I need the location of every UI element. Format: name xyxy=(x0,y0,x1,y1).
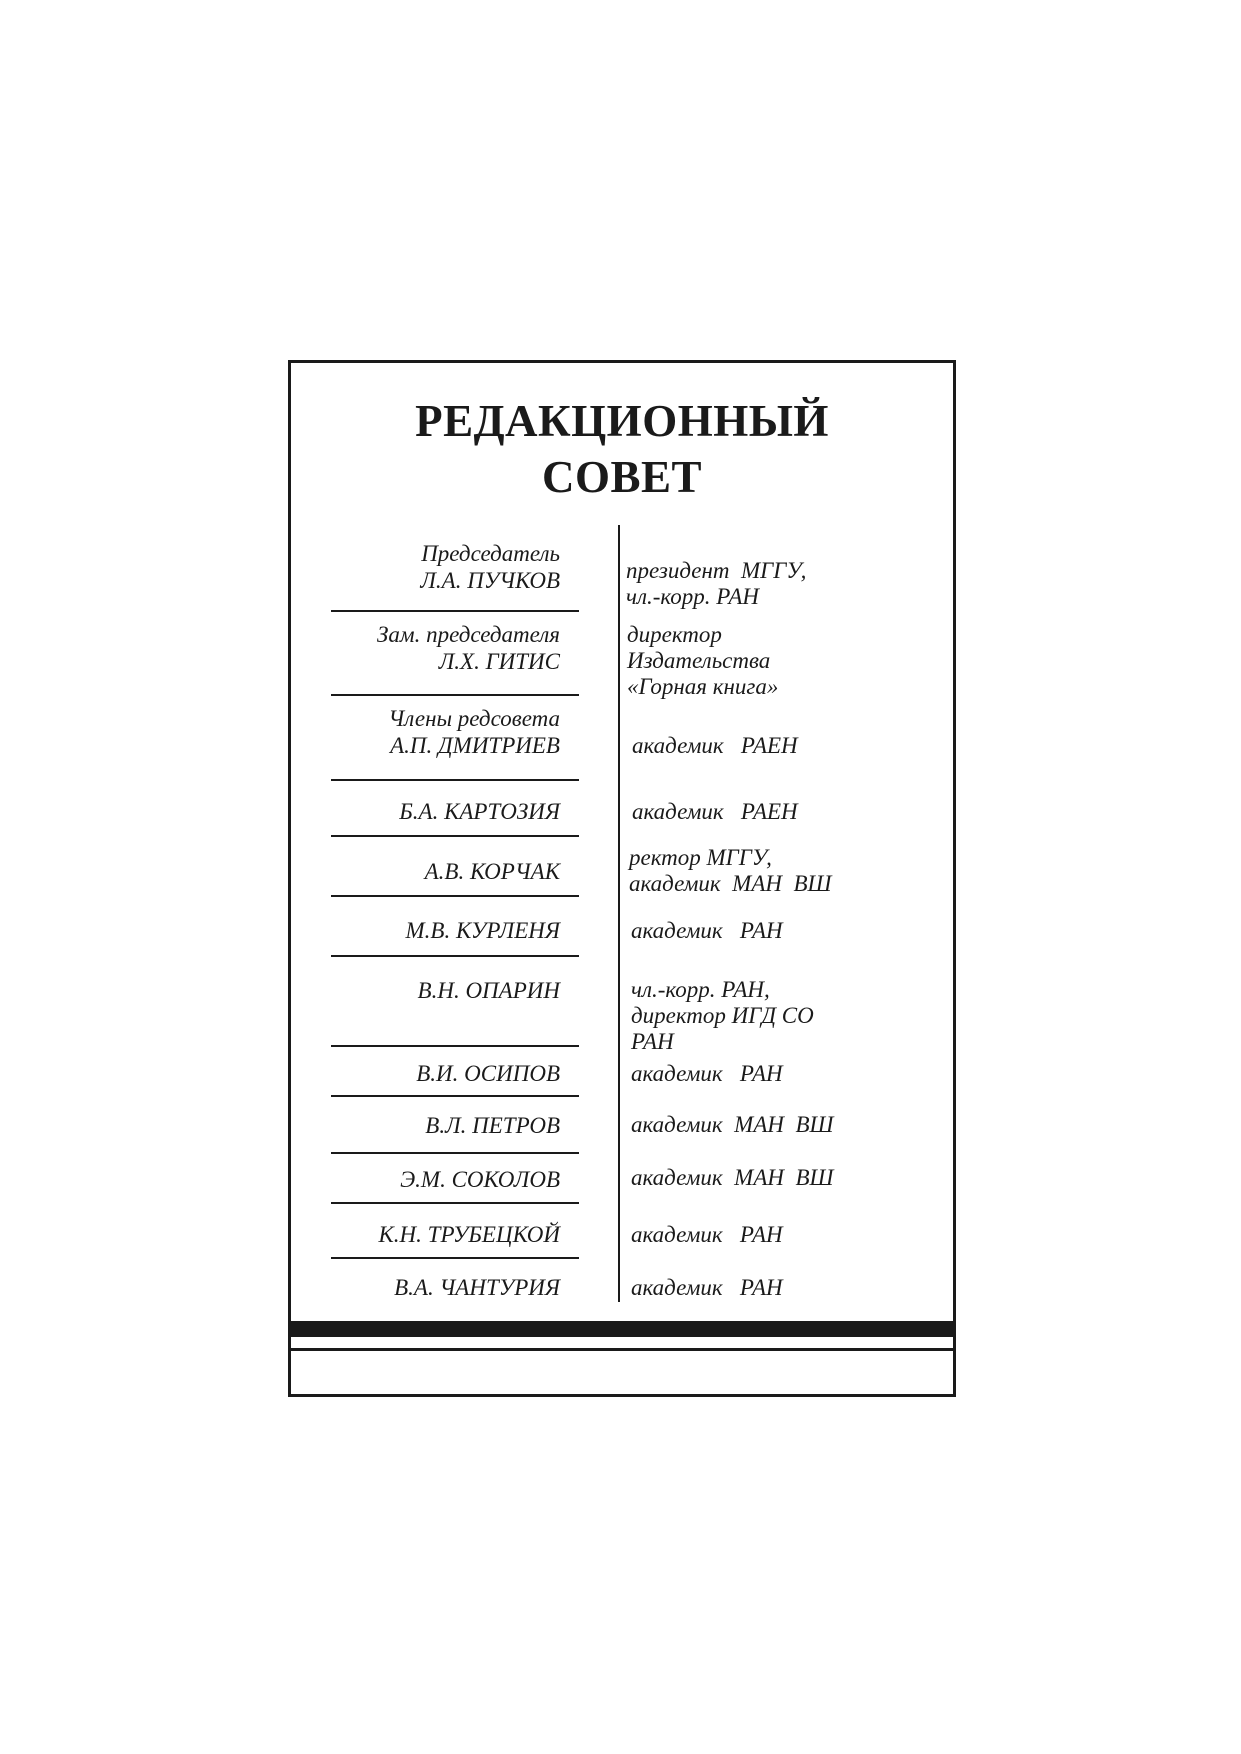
row-rule xyxy=(331,835,579,837)
member-position: академик РАЕН xyxy=(632,733,798,758)
row-rule xyxy=(331,1257,579,1259)
member-name: М.В. КУРЛЕНЯ xyxy=(405,918,560,943)
row-rule xyxy=(331,1095,579,1097)
member-position: академик РАН xyxy=(631,1222,783,1247)
footer-bar-thick xyxy=(291,1321,953,1337)
member-position: академик МАН ВШ xyxy=(631,1165,834,1190)
member-name: Л.Х. ГИТИС xyxy=(438,649,560,674)
member-name: А.П. ДМИТРИЕВ xyxy=(390,733,560,758)
footer-bar-thin xyxy=(291,1348,953,1351)
section-label-members: Члены редсовета xyxy=(388,706,560,731)
column-divider xyxy=(618,525,620,1302)
member-position: академик РАЕН xyxy=(632,799,798,824)
row-rule xyxy=(331,1152,579,1154)
member-position: академик РАН xyxy=(631,1275,783,1300)
member-position: директор Издательства «Горная книга» xyxy=(627,622,779,699)
member-name: А.В. КОРЧАК xyxy=(424,859,560,884)
row-rule xyxy=(331,895,579,897)
member-name: Б.А. КАРТОЗИЯ xyxy=(399,799,560,824)
row-rule xyxy=(331,779,579,781)
member-position: академик МАН ВШ xyxy=(631,1112,834,1137)
member-name: В.Л. ПЕТРОВ xyxy=(425,1113,560,1138)
member-position: чл.-корр. РАН, директор ИГД СО РАН xyxy=(631,977,814,1054)
member-name: В.А. ЧАНТУРИЯ xyxy=(394,1275,560,1300)
member-name: В.И. ОСИПОВ xyxy=(416,1061,560,1086)
row-rule xyxy=(331,1202,579,1204)
section-label-chair: Председатель xyxy=(421,541,560,566)
row-rule xyxy=(331,955,579,957)
row-rule xyxy=(331,694,579,696)
member-position: академик РАН xyxy=(631,918,783,943)
editorial-board-frame xyxy=(288,360,956,1397)
member-name: В.Н. ОПАРИН xyxy=(417,978,560,1003)
member-name: Л.А. ПУЧКОВ xyxy=(420,568,560,593)
member-position: ректор МГГУ, академик МАН ВШ xyxy=(629,845,832,896)
member-name: Э.М. СОКОЛОВ xyxy=(400,1167,560,1192)
title-line-1: РЕДАКЦИОННЫЙ xyxy=(415,396,829,446)
member-name: К.Н. ТРУБЕЦКОЙ xyxy=(378,1222,560,1247)
section-label-deputy: Зам. председателя xyxy=(377,622,560,647)
title-line-2: СОВЕТ xyxy=(541,452,703,502)
member-position: академик РАН xyxy=(631,1061,783,1086)
row-rule xyxy=(331,610,579,612)
row-rule xyxy=(331,1045,579,1047)
member-position: президент МГГУ, чл.-корр. РАН xyxy=(626,558,807,609)
